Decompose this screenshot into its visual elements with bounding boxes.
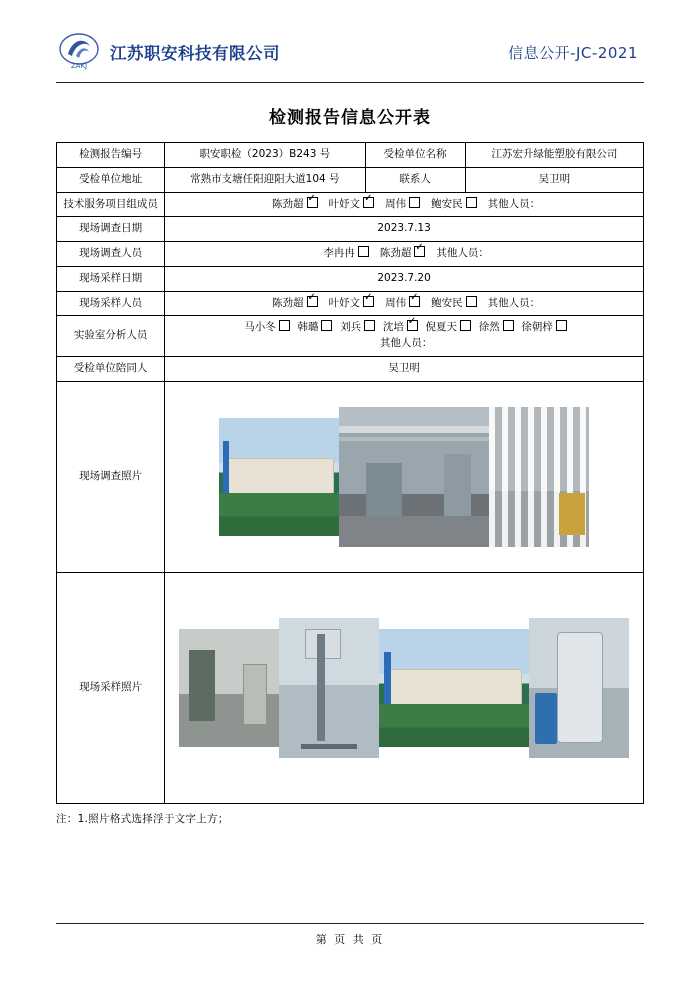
accompany-label: 受检单位陪同人 [57, 356, 165, 381]
lab-person-2: 韩璐 [297, 321, 333, 333]
lab-person-4: 沈培 ✓ [383, 321, 419, 333]
survey-people-label: 现场调查人员 [57, 242, 165, 267]
page-footer: 第 页 共 页 [56, 923, 644, 947]
checkbox-lab-7[interactable] [556, 320, 567, 331]
survey-person-1: 李冉冉 [323, 247, 370, 259]
company-logo-icon [56, 32, 102, 72]
team-member-1: 陈劲超 ✓ [272, 198, 319, 210]
table-row [57, 217, 644, 242]
company-name: 江苏职安科技有限公司 [110, 44, 280, 63]
address-value: 常熟市支塘任阳迎阳大道104 号 [165, 167, 365, 192]
photo-workshop-interior [339, 407, 489, 547]
checkbox-sampling-2[interactable] [363, 296, 374, 307]
table-row [57, 356, 644, 381]
sampling-photo-strip [165, 573, 643, 803]
lab-person-3: 刘兵 [340, 321, 376, 333]
lab-person-5: 倪夏天 [426, 321, 473, 333]
sampling-person-3: 周伟 ✓ [385, 297, 421, 309]
photo-sampling-device [279, 618, 379, 758]
table-row [57, 143, 644, 168]
client-value: 江苏宏升绿能塑胶有限公司 [465, 143, 643, 168]
checkbox-sampling-1[interactable] [307, 296, 318, 307]
sampling-people-other: 其他人员： [487, 296, 541, 309]
table-row [57, 316, 644, 357]
checkbox-lab-1[interactable] [279, 320, 290, 331]
doc-code: 信息公开-JC-2021 [508, 43, 638, 62]
accompany-value: 吴卫明 [165, 356, 644, 381]
lab-person-6: 徐然 [479, 321, 515, 333]
sampling-person-4: 鲍安民 [431, 297, 478, 309]
address-label: 受检单位地址 [57, 167, 165, 192]
team-member-4: 鲍安民 [431, 198, 478, 210]
table-row [57, 242, 644, 267]
lab-person-1: 马小冬 [244, 321, 291, 333]
table-row-survey-photos [57, 381, 644, 572]
table-row [57, 167, 644, 192]
lab-people-line1 [173, 320, 639, 336]
checkbox-sampling-3[interactable] [409, 296, 420, 307]
table-row [57, 291, 644, 316]
checkbox-team-4[interactable] [466, 197, 477, 208]
report-no-label: 检测报告编号 [57, 143, 165, 168]
checkbox-team-2[interactable] [363, 197, 374, 208]
sampling-person-1: 陈劲超 ✓ [272, 297, 319, 309]
survey-date-label: 现场调查日期 [57, 217, 165, 242]
checkbox-team-1[interactable] [307, 197, 318, 208]
page-header [56, 28, 644, 83]
photo-sampling-exterior [379, 629, 529, 747]
table-row [57, 266, 644, 291]
svg-text:ZAKJ: ZAKJ [70, 62, 88, 70]
photo-sampling-indoor [179, 629, 279, 747]
team-member-2: 叶妤文 ✓ [329, 198, 376, 210]
sampling-date-value: 2023.7.20 [165, 266, 644, 291]
photo-factory-exterior [219, 418, 339, 536]
client-label: 受检单位名称 [365, 143, 465, 168]
photo-sampling-tank [529, 618, 629, 758]
sampling-date-label: 现场采样日期 [57, 266, 165, 291]
survey-people [165, 242, 644, 267]
checkbox-sampling-4[interactable] [466, 296, 477, 307]
team-label: 技术服务项目组成员 [57, 192, 165, 217]
checkbox-lab-4[interactable] [407, 320, 418, 331]
info-table [56, 142, 644, 804]
survey-photo-strip [165, 382, 643, 572]
checkbox-lab-2[interactable] [321, 320, 332, 331]
survey-photo-cell [165, 381, 644, 572]
checkbox-team-3[interactable] [409, 197, 420, 208]
lab-label: 实验室分析人员 [57, 316, 165, 357]
team-members [165, 192, 644, 217]
sampling-person-2: 叶妤文 ✓ [329, 297, 376, 309]
checkbox-lab-3[interactable] [364, 320, 375, 331]
table-row [57, 192, 644, 217]
survey-date-value: 2023.7.13 [165, 217, 644, 242]
header-left [56, 32, 280, 72]
lab-person-7: 徐朝梓 [521, 321, 568, 333]
table-note: 注：1.照片格式选择浮于文字上方； [56, 812, 229, 825]
survey-photo-label: 现场调查照片 [57, 381, 165, 572]
sampling-people [165, 291, 644, 316]
contact-label: 联系人 [365, 167, 465, 192]
contact-value: 吴卫明 [465, 167, 643, 192]
photo-equipment-pipes [489, 407, 589, 547]
lab-other-label: 其他人员： [379, 337, 433, 349]
survey-people-other: 其他人员： [436, 247, 489, 259]
survey-person-2: 陈劲超 ✓ [380, 247, 427, 259]
lab-people [165, 316, 644, 357]
table-row-sampling-photos [57, 572, 644, 803]
page-title: 检测报告信息公开表 [269, 108, 431, 128]
checkbox-survey-1[interactable] [358, 246, 369, 257]
report-no-value: 职安职检（2023）B243 号 [165, 143, 365, 168]
sampling-people-label: 现场采样人员 [57, 291, 165, 316]
sampling-photo-cell [165, 572, 644, 803]
checkbox-survey-2[interactable] [414, 246, 425, 257]
checkbox-lab-5[interactable] [460, 320, 471, 331]
team-member-3: 周伟 [385, 198, 421, 210]
checkbox-lab-6[interactable] [503, 320, 514, 331]
sampling-photo-label: 现场采样照片 [57, 572, 165, 803]
team-other-label: 其他人员： [487, 197, 541, 210]
